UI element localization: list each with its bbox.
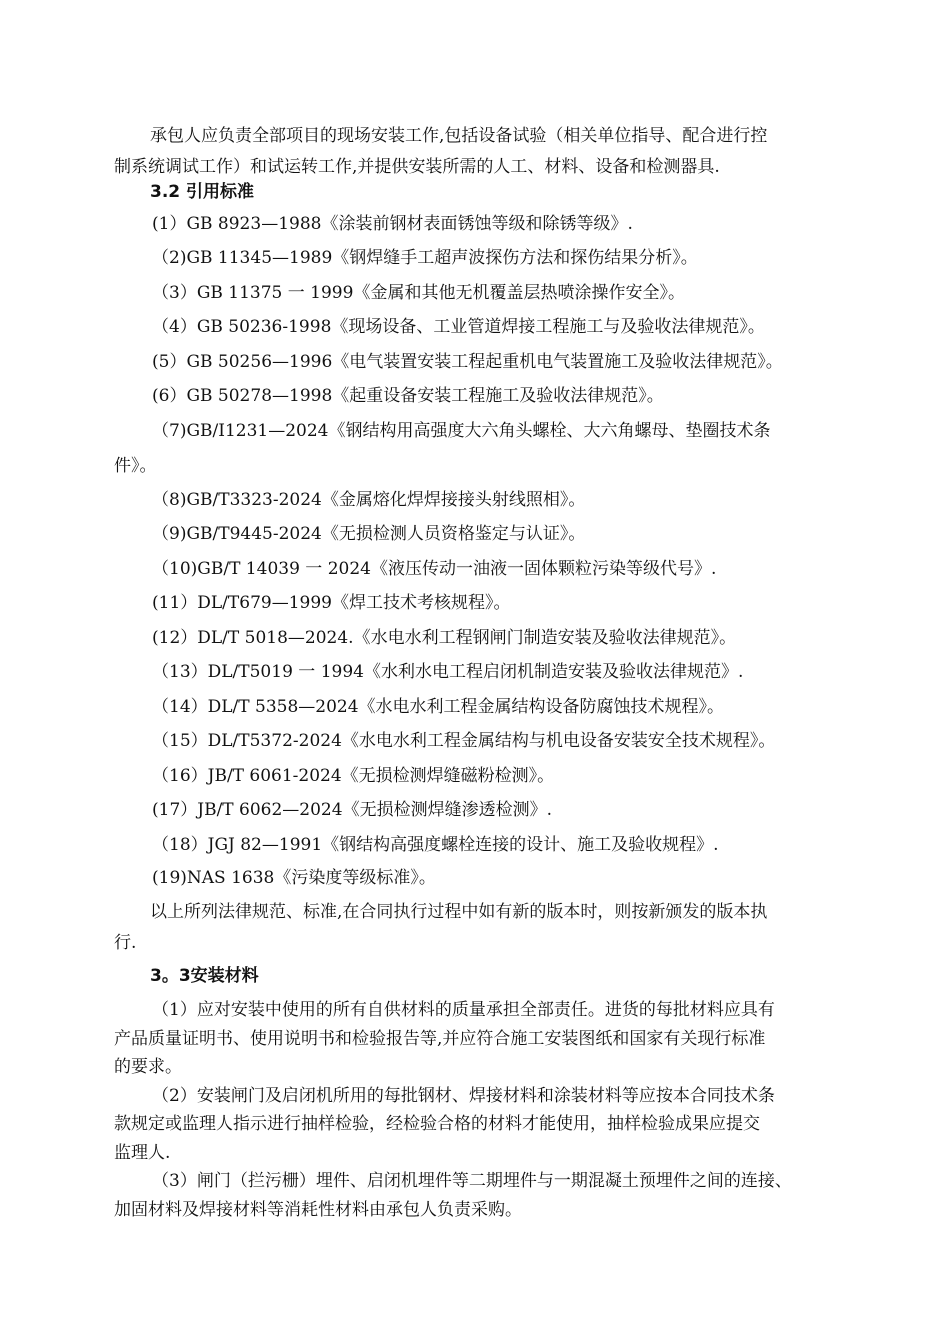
intro-line: 承包人应负责全部项目的现场安装工作,包括设备试验（相关单位指导、配合进行控 [150, 126, 768, 146]
materials-paragraph-line: 监理人. [114, 1143, 171, 1163]
materials-paragraph-line: 的要求。 [114, 1057, 182, 1077]
materials-paragraph-line: 产品质量证明书、使用说明书和检验报告等,并应符合施工安装图纸和国家有关现行标准 [114, 1029, 766, 1049]
reference-item: (6）GB 50278—1998《起重设备安装工程施工及验收法律规范》。 [152, 386, 664, 406]
reference-item: （13）DL/T5019 一 1994《水利水电工程启闭机制造安装及验收法律规范》. [152, 662, 744, 682]
reference-item: （10)GB/T 14039 一 2024《液压传动一油液一固体颗粒污染等级代号》. [152, 559, 717, 579]
reference-item: （18）JGJ 82—1991《钢结构高强度螺栓连接的设计、施工及验收规程》. [152, 835, 719, 855]
reference-item: (11）DL/T679—1999《焊工技术考核规程》。 [152, 593, 511, 613]
reference-item: （14）DL/T 5358—2024《水电水利工程金属结构设备防腐蚀技术规程》。 [152, 697, 725, 717]
reference-item: (19)NAS 1638《污染度等级标准》。 [152, 868, 436, 888]
section-heading-3-2: 3.2 引用标准 [150, 182, 255, 202]
materials-paragraph-line: 款规定或监理人指示进行抽样检验，经检验合格的材料才能使用，抽样检验成果应提交 [114, 1114, 760, 1134]
closing-line: 以上所列法律规范、标准,在合同执行过程中如有新的版本时，则按新颁发的版本执 [150, 902, 768, 922]
materials-paragraph-line: （2）安装闸门及启闭机所用的每批钢材、焊接材料和涂装材料等应按本合同技术条 [152, 1086, 775, 1106]
closing-line: 行. [114, 933, 137, 953]
reference-item: （3）GB 11375 一 1999《金属和其他无机覆盖层热喷涂操作安全》。 [152, 283, 685, 303]
reference-item: （4）GB 50236-1998《现场设备、工业管道焊接工程施工与及验收法律规范》。 [152, 317, 765, 337]
reference-item: （16）JB/T 6061-2024《无损检测焊缝磁粉检测》。 [152, 766, 555, 786]
reference-item: (5）GB 50256—1996《电气装置安装工程起重机电气装置施工及验收法律规范》。 [152, 352, 783, 372]
reference-item-continued: 件》。 [114, 456, 157, 476]
materials-paragraph-line: （3）闸门（拦污栅）埋件、启闭机埋件等二期埋件与一期混凝土预埋件之间的连接、 [152, 1171, 792, 1191]
materials-paragraph-line: 加固材料及焊接材料等消耗性材料由承包人负责采购。 [114, 1200, 522, 1220]
reference-item: （7)GB/I1231—2024《钢结构用高强度大六角头螺栓、大六角螺母、垫圈技术条 [152, 421, 771, 441]
section-heading-3-3: 3。3安装材料 [150, 966, 259, 986]
reference-item: （8)GB/T3323-2024《金属熔化焊焊接接头射线照相》。 [152, 490, 586, 510]
reference-item: （2)GB 11345—1989《钢焊缝手工超声波探伤方法和探伤结果分析》。 [152, 248, 698, 268]
materials-paragraph-line: （1）应对安装中使用的所有自供材料的质量承担全部责任。进货的每批材料应具有 [152, 1000, 775, 1020]
reference-item: (1）GB 8923—1988《涂装前钢材表面锈蚀等级和除锈等级》. [152, 214, 633, 234]
reference-item: （15）DL/T5372-2024《水电水利工程金属结构与机电设备安装安全技术规程》。 [152, 731, 776, 751]
reference-item: (17）JB/T 6062—2024《无损检测焊缝渗透检测》. [152, 800, 552, 820]
intro-line: 制系统调试工作）和试运转工作,并提供安装所需的人工、材料、设备和检测器具. [114, 157, 720, 177]
reference-item: （9)GB/T9445-2024《无损检测人员资格鉴定与认证》。 [152, 524, 586, 544]
reference-item: (12）DL/T 5018—2024.《水电水利工程钢闸门制造安装及验收法律规范》。 [152, 628, 737, 648]
